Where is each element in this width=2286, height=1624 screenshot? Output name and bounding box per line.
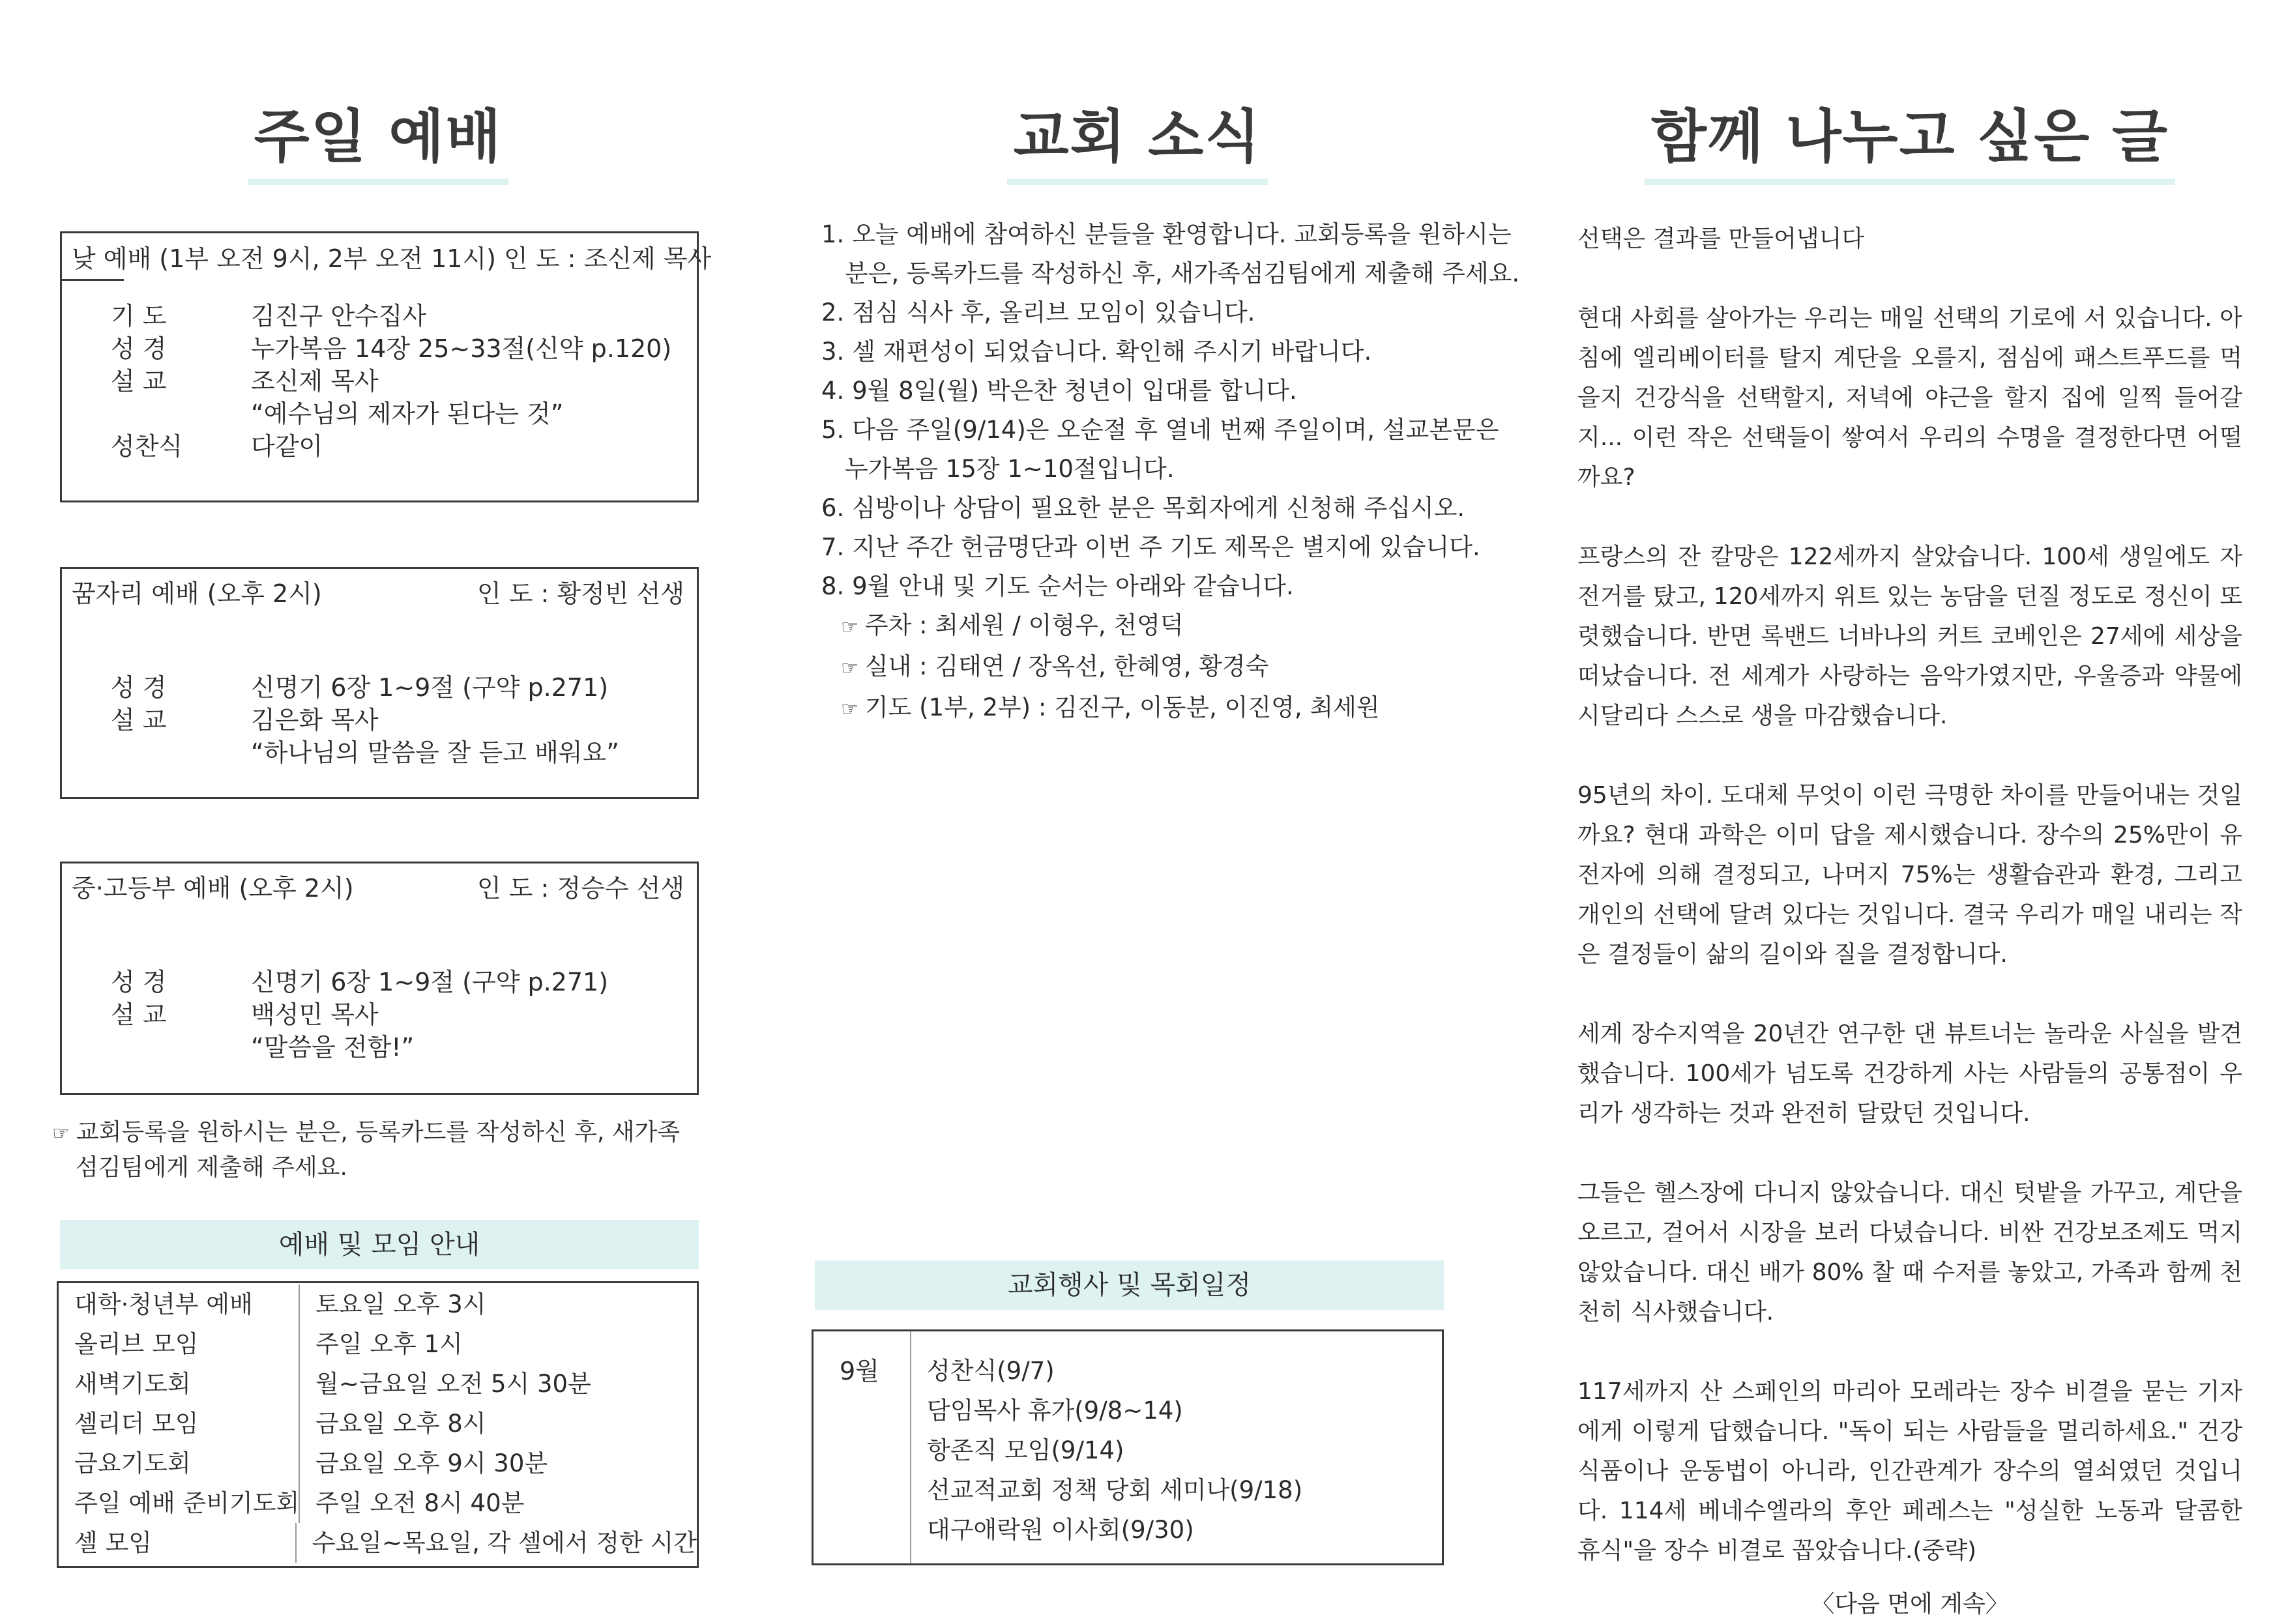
news-item-cont: 누가복음 15장 1~10절입니다. xyxy=(845,455,1175,483)
news-item: 7. 지난 주간 헌금명단과 이번 주 기도 제목은 별지에 있습니다. xyxy=(821,533,1480,561)
row-sermon: 설 교 조신제 목사 xyxy=(111,367,379,396)
schedule-events xyxy=(911,1331,1302,1563)
table-row: 새벽기도회 월~금요일 오전 5시 30분 xyxy=(59,1364,697,1404)
essay-title: 선택은 결과를 만들어냅니다 xyxy=(1577,225,1865,252)
news-item: 3. 셀 재편성이 되었습니다. 확인해 주시기 바랍니다. xyxy=(821,338,1372,366)
table-row: 셀 모임 수요일~목요일, 각 셀에서 정한 시간 xyxy=(59,1523,697,1563)
essay-paragraph: 프랑스의 잔 칼망은 122세까지 살았습니다. 100세 생일에도 자전거를 탔고, 120세까지 위트 있는 농담을 던질 정도로 정신이 또렷했습니다. 반면 록밴드 너바나의 커트 코베인은 27세에 세상을 떠났습니다. 전 세계가 사랑하는 음악가였지만, 우울증과 약물에 시달리다 스스로 생을 마감했습니다. xyxy=(1577,544,2242,729)
meetings-table xyxy=(57,1281,699,1568)
dream-service-name: 꿈자리 예배 (오후 2시) xyxy=(72,579,322,608)
duty-item: ☞ 기도 (1부, 2부) : 김진구, 이동분, 이진영, 최세원 xyxy=(841,693,1380,721)
registration-note: ☞ 교회등록을 원하시는 분은, 등록카드를 작성하신 후, 새가족 섬김팀에게 제출해 주세요. xyxy=(52,1119,681,1181)
schedule-event: 성찬식(9/7) xyxy=(927,1357,1055,1385)
dream-service-rows xyxy=(111,671,619,769)
news-item: 2. 점심 식사 후, 올리브 모임이 있습니다. xyxy=(821,298,1255,326)
news-title: 교회 소식 xyxy=(1007,91,1268,185)
news-item: 6. 심방이나 상담이 필요한 분은 목회자에게 신청해 주십시오. xyxy=(821,494,1465,522)
dream-service-leader: 인 도 : 황정빈 선생 xyxy=(476,579,684,608)
essay-section-title: 함께 나누고 싶은 글 xyxy=(1645,91,2175,185)
news-item: 8. 9월 안내 및 기도 순서는 아래와 같습니다. xyxy=(821,572,1294,600)
row-sermon-title: “하나님의 말씀을 잘 듣고 배워요” xyxy=(251,738,619,767)
essay-paragraph: 그들은 헬스장에 다니지 않았습니다. 대신 텃밭을 가꾸고, 계단을 오르고, 걸어서 시장을 보러 다녔습니다. 비싼 건강보조제도 먹지 않았습니다. 대신 배가 80% 찰 때 수저를 놓았고, 가족과 함께 천천히 식사했습니다. xyxy=(1577,1180,2242,1326)
schedule-event: 대구애락원 이사회(9/30) xyxy=(927,1516,1194,1544)
table-row: 셀리더 모임 금요일 오후 8시 xyxy=(59,1404,697,1443)
schedule-table xyxy=(812,1329,1444,1565)
day-service-rows xyxy=(111,300,671,463)
youth-service-leader: 인 도 : 정승수 선생 xyxy=(476,874,684,903)
pointing-hand-icon: ☞ xyxy=(52,1122,70,1145)
news-item-cont: 분은, 등록카드를 작성하신 후, 새가족섬김팀에게 제출해 주세요. xyxy=(845,259,1520,287)
row-sermon: 설 교 백성민 목사 xyxy=(111,1000,379,1029)
worship-column xyxy=(52,0,712,1617)
youth-service-rows xyxy=(111,966,608,1064)
essay-paragraph: 117세까지 산 스페인의 마리아 모레라는 장수 비결을 묻는 기자에게 이렇게 답했습니다. "독이 되는 사람들을 멀리하세요." 건강식품이나 운동법이 아니라, 인간관계가 장수의 열쇠였던 것입니다. 114세 베네수엘라의 후안 페레스는 "성실한 노동과 달콤한 휴식"을 장수 비결로 꼽았습니다.(중략) xyxy=(1577,1378,2242,1564)
row-scripture: 성 경 신명기 6장 1~9절 (구약 p.271) xyxy=(111,968,609,996)
pointing-hand-icon: ☞ xyxy=(841,657,858,680)
schedule-event: 담임목사 휴가(9/8~14) xyxy=(927,1397,1183,1425)
essay-paragraph: 95년의 차이. 도대체 무엇이 이런 극명한 차이를 만들어내는 것일까요? 현대 과학은 이미 답을 제시했습니다. 장수의 25%만이 유전자에 의해 결정되고, 나머지 75%는 생활습관과 환경, 그리고 개인의 선택에 달려 있다는 것입니다. 결국 우리가 매일 내리는 작은 결정들이 삶의 길이와 질을 결정합니다. xyxy=(1577,782,2242,968)
worship-title: 주일 예배 xyxy=(248,91,509,185)
news-list xyxy=(821,215,1520,729)
news-item: 4. 9월 8일(월) 박은찬 청년이 입대를 합니다. xyxy=(821,377,1297,405)
day-service-heading: 낮 예배 (1부 오전 9시, 2부 오전 11시) 인 도 : 조신제 목사 xyxy=(72,244,712,273)
pointing-hand-icon: ☞ xyxy=(841,698,858,721)
row-sermon-title: “말씀을 전함!” xyxy=(251,1033,415,1062)
row-communion: 성찬식 다같이 xyxy=(111,432,323,461)
essay-column xyxy=(1577,0,2242,1617)
table-row: 금요기도회 금요일 오후 9시 30분 xyxy=(59,1443,697,1483)
schedule-month: 9월 xyxy=(813,1331,911,1563)
row-prayer: 기 도 김진구 안수집사 xyxy=(111,302,427,330)
news-column xyxy=(815,0,1520,1617)
essay xyxy=(1577,219,2242,1624)
duty-item: ☞ 실내 : 김태연 / 장옥선, 한혜영, 황경숙 xyxy=(841,652,1269,680)
news-item: 1. 오늘 예배에 참여하신 분들을 환영합니다. 교회등록을 원하시는 xyxy=(821,220,1512,248)
row-scripture: 성 경 누가복음 14장 25~33절(신약 p.120) xyxy=(111,334,672,363)
essay-paragraph: 현대 사회를 살아가는 우리는 매일 선택의 기로에 서 있습니다. 아침에 엘리베이터를 탈지 계단을 오를지, 점심에 패스트푸드를 먹을지 건강식을 선택할지, 저녁에 야근을 할지 집에 일찍 들어갈지... 이런 작은 선택들이 쌓여서 우리의 수명을 결정한다면 어떨까요? xyxy=(1577,305,2242,491)
table-row: 주일 예배 준비기도회 주일 오전 8시 40분 xyxy=(59,1483,697,1523)
row-sermon-title: “예수님의 제자가 된다는 것” xyxy=(251,399,564,428)
essay-paragraph: 세계 장수지역을 20년간 연구한 댄 뷰트너는 놀라운 사실을 발견했습니다. 100세가 넘도록 건강하게 사는 사람들의 공통점이 우리가 생각하는 것과 완전히 달랐던 것입니다. xyxy=(1577,1021,2242,1127)
table-row: 올리브 모임 주일 오후 1시 xyxy=(59,1324,697,1364)
row-scripture: 성 경 신명기 6장 1~9절 (구약 p.271) xyxy=(111,673,609,702)
news-item: 5. 다음 주일(9/14)은 오순절 후 열네 번째 주일이며, 설교본문은 xyxy=(821,416,1499,444)
schedule-title: 교회행사 및 목회일정 xyxy=(815,1260,1444,1310)
schedule-event: 항존직 모임(9/14) xyxy=(927,1436,1124,1464)
schedule-event: 선교적교회 정책 당회 세미나(9/18) xyxy=(927,1476,1303,1504)
pointing-hand-icon: ☞ xyxy=(841,616,858,639)
youth-service-name: 중·고등부 예배 (오후 2시) xyxy=(72,874,354,903)
meetings-title: 예배 및 모임 안내 xyxy=(60,1220,699,1269)
table-row: 대학·청년부 예배 토요일 오후 3시 xyxy=(59,1284,697,1324)
duty-item: ☞ 주차 : 최세원 / 이형우, 천영덕 xyxy=(841,611,1184,639)
row-sermon: 설 교 김은화 목사 xyxy=(111,706,379,734)
continued-note: 〈다음 면에 계속〉 xyxy=(1811,1591,2009,1617)
